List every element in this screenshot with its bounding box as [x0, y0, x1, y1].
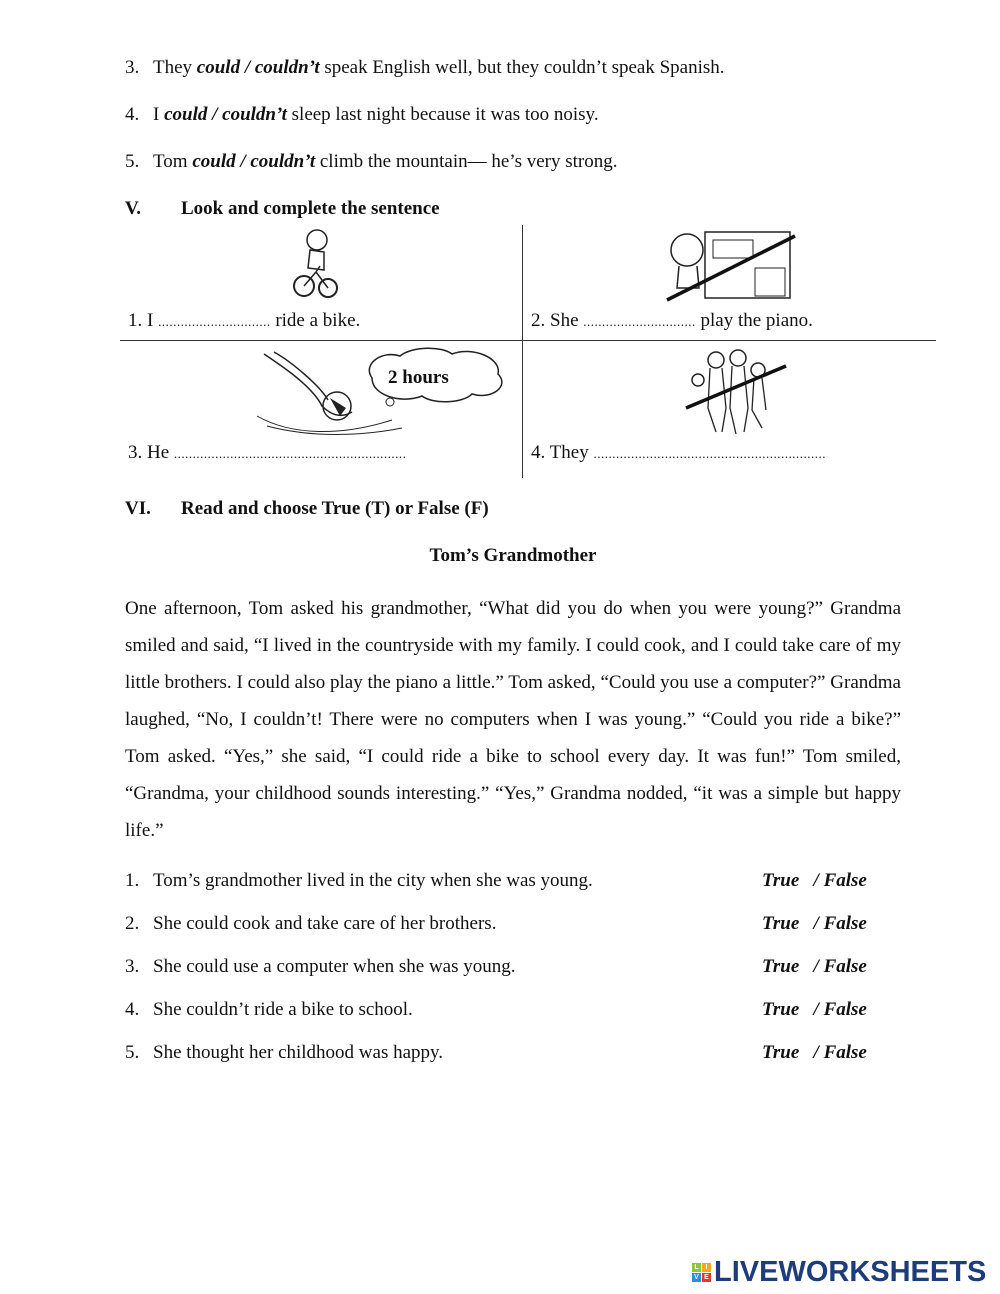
sentence-start: 1. I — [128, 310, 154, 331]
logo-tile: I — [702, 1263, 711, 1272]
question-number: 1. — [125, 870, 140, 891]
item-subject: I — [153, 104, 160, 125]
choice-could-couldnt[interactable]: could / couldn’t — [192, 151, 316, 172]
logo-tile: E — [702, 1273, 711, 1282]
children-running-crossed-image — [682, 348, 792, 436]
sentence-start: 2. She — [531, 310, 579, 331]
exercise-item-5 — [125, 151, 618, 173]
logo-tiles-icon — [692, 1263, 711, 1282]
item-text: speak English well, but they couldn’t speak Spanish. — [324, 57, 725, 78]
sentence-start: 3. He — [128, 442, 170, 463]
question-number: 2. — [125, 913, 140, 934]
logo-tile: V — [692, 1273, 701, 1282]
answer-blank-4[interactable]: .............................................................. — [593, 446, 826, 461]
section-number: V. — [125, 198, 142, 219]
section-number: VI. — [125, 498, 151, 519]
true-false-choice-3[interactable]: True / False — [762, 956, 867, 977]
exercise-item-3 — [125, 57, 725, 79]
answer-blank-3[interactable]: .............................................................. — [173, 446, 407, 461]
section-vi-heading — [125, 498, 489, 520]
logo-text: LIVEWORKSHEETS — [714, 1256, 987, 1288]
logo-tile: L — [692, 1263, 701, 1272]
tf-question-4 — [125, 999, 413, 1021]
table-divider-vertical — [522, 225, 523, 478]
cell-1-sentence — [128, 310, 360, 333]
answer-blank-1[interactable]: .............................. — [158, 314, 271, 329]
cell-4-sentence — [531, 442, 826, 465]
true-false-choice-1[interactable]: True / False — [762, 870, 867, 891]
question-text: She thought her childhood was happy. — [153, 1042, 444, 1063]
choice-could-couldnt[interactable]: could / couldn’t — [164, 104, 287, 125]
true-false-choice-4[interactable]: True / False — [762, 999, 867, 1020]
sentence-end: play the piano. — [700, 310, 813, 331]
section-title: Read and choose True (T) or False (F) — [181, 498, 489, 519]
item-number: 3. — [125, 57, 140, 78]
story-paragraph: One afternoon, Tom asked his grandmother, “What did you do when you were young?” Grandma smiled and said, “I lived in the countryside with my family. I could cook, and I could take care of my little brothers. I could also play the piano a little.” Tom asked, “Could you use a computer?” Grandma laughed, “No, I couldn’t! There were no computers when I was young.” “Could you ride a bike?” Tom asked. “Yes,” she said, “I could ride a bike to school every day. It was fun!” Tom smiled, “Grandma, your childhood sounds interesting.” “Yes,” Grandma nodded, “it was a simple but happy life.” — [125, 598, 901, 841]
liveworksheets-logo — [692, 1256, 986, 1289]
girl-playing-piano-crossed-image — [665, 228, 800, 302]
tf-question-3 — [125, 956, 516, 978]
item-number: 4. — [125, 104, 140, 125]
choice-could-couldnt[interactable]: could / couldn’t — [196, 57, 320, 78]
question-text: She could use a computer when she was young. — [153, 956, 516, 977]
tf-question-2 — [125, 913, 496, 935]
section-title: Look and complete the sentence — [181, 198, 440, 219]
question-text: She couldn’t ride a bike to school. — [153, 999, 413, 1020]
tf-question-1 — [125, 870, 593, 892]
cell-3-sentence — [128, 442, 406, 465]
story-title: Tom’s Grandmother — [429, 545, 597, 566]
item-subject: They — [153, 57, 193, 78]
item-number: 5. — [125, 151, 140, 172]
true-false-choice-5[interactable]: True / False — [762, 1042, 867, 1063]
girl-riding-bike-image — [290, 226, 340, 300]
item-subject: Tom — [153, 151, 188, 172]
true-false-choice-2[interactable]: True / False — [762, 913, 867, 934]
item-text: climb the mountain— he’s very strong. — [319, 151, 618, 172]
question-number: 4. — [125, 999, 140, 1020]
question-number: 5. — [125, 1042, 140, 1063]
thought-bubble-text: 2 hours — [388, 367, 449, 388]
answer-blank-2[interactable]: .............................. — [583, 314, 696, 329]
item-text: sleep last night because it was too noisy. — [291, 104, 599, 125]
section-v-heading — [125, 198, 440, 220]
sentence-end: ride a bike. — [275, 310, 361, 331]
question-number: 3. — [125, 956, 140, 977]
cell-2-sentence — [531, 310, 813, 333]
sentence-start: 4. They — [531, 442, 589, 463]
boy-swimming-image — [252, 346, 512, 436]
tf-question-5 — [125, 1042, 443, 1064]
exercise-item-4 — [125, 104, 599, 126]
question-text: Tom’s grandmother lived in the city when she was young. — [153, 870, 593, 891]
table-divider-horizontal — [120, 340, 936, 341]
question-text: She could cook and take care of her brothers. — [153, 913, 497, 934]
